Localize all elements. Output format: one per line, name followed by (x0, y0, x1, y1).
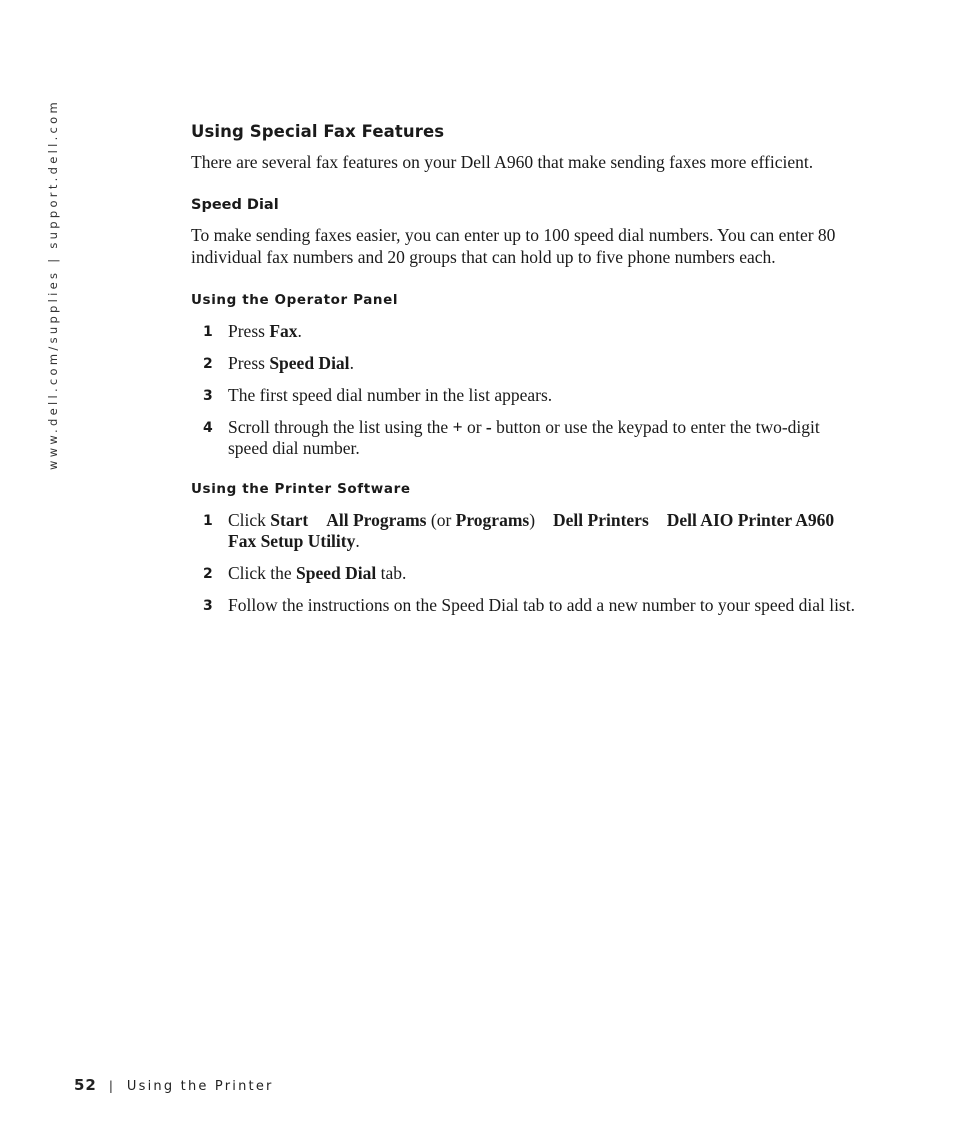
software-step (191, 510, 859, 552)
speed-dial-heading: Speed Dial (191, 197, 279, 213)
page-footer (74, 1076, 274, 1094)
section-intro: There are several fax features on your Dell A960 that make sending faxes more efficient. (191, 152, 814, 172)
sidebar-url-text: www.dell.com/supplies | support.dell.com (46, 99, 60, 470)
speed-dial-intro: To make sending faxes easier, you can enter up to 100 speed dial numbers. You can enter 80 individual fax numbers and 20 groups that can hold up to five phone numbers each. (191, 225, 836, 267)
printer-software-heading: Using the Printer Software (191, 481, 411, 497)
page-number: 52 (74, 1076, 97, 1094)
step-text: Click the Speed Dial tab. (228, 563, 407, 583)
step-number: 2 (203, 356, 213, 372)
step-number: 4 (203, 420, 213, 436)
footer-separator: | (108, 1079, 113, 1093)
step-text: Press Fax. (228, 321, 302, 341)
step-text: Follow the instructions on the Speed Dial tab to add a new number to your speed dial list. (228, 595, 855, 615)
step-number: 3 (203, 598, 213, 614)
operator-panel-heading: Using the Operator Panel (191, 292, 399, 308)
step-text: Press Speed Dial. (228, 353, 354, 373)
step-number: 1 (203, 324, 213, 340)
operator-step (191, 385, 859, 406)
step-text: The first speed dial number in the list appears. (228, 385, 553, 405)
section-title: Using Special Fax Features (191, 122, 445, 141)
plus-symbol: + (452, 417, 463, 437)
step-number: 1 (203, 513, 213, 529)
step-text: Click Start All Programs (or Programs) Dell Printers Dell AIO Printer A960Fax Setup Utility. (228, 510, 835, 551)
minus-symbol: - (485, 417, 492, 437)
step-text: Scroll through the list using the + or - button or use the keypad to enter the two-digit speed dial number. (228, 417, 820, 458)
step-number: 3 (203, 388, 213, 404)
software-step (191, 595, 859, 616)
operator-step (191, 417, 859, 459)
step-number: 2 (203, 566, 213, 582)
footer-chapter-title: Using the Printer (126, 1079, 274, 1094)
operator-step (191, 353, 859, 374)
software-step (191, 563, 859, 584)
operator-step (191, 321, 859, 342)
